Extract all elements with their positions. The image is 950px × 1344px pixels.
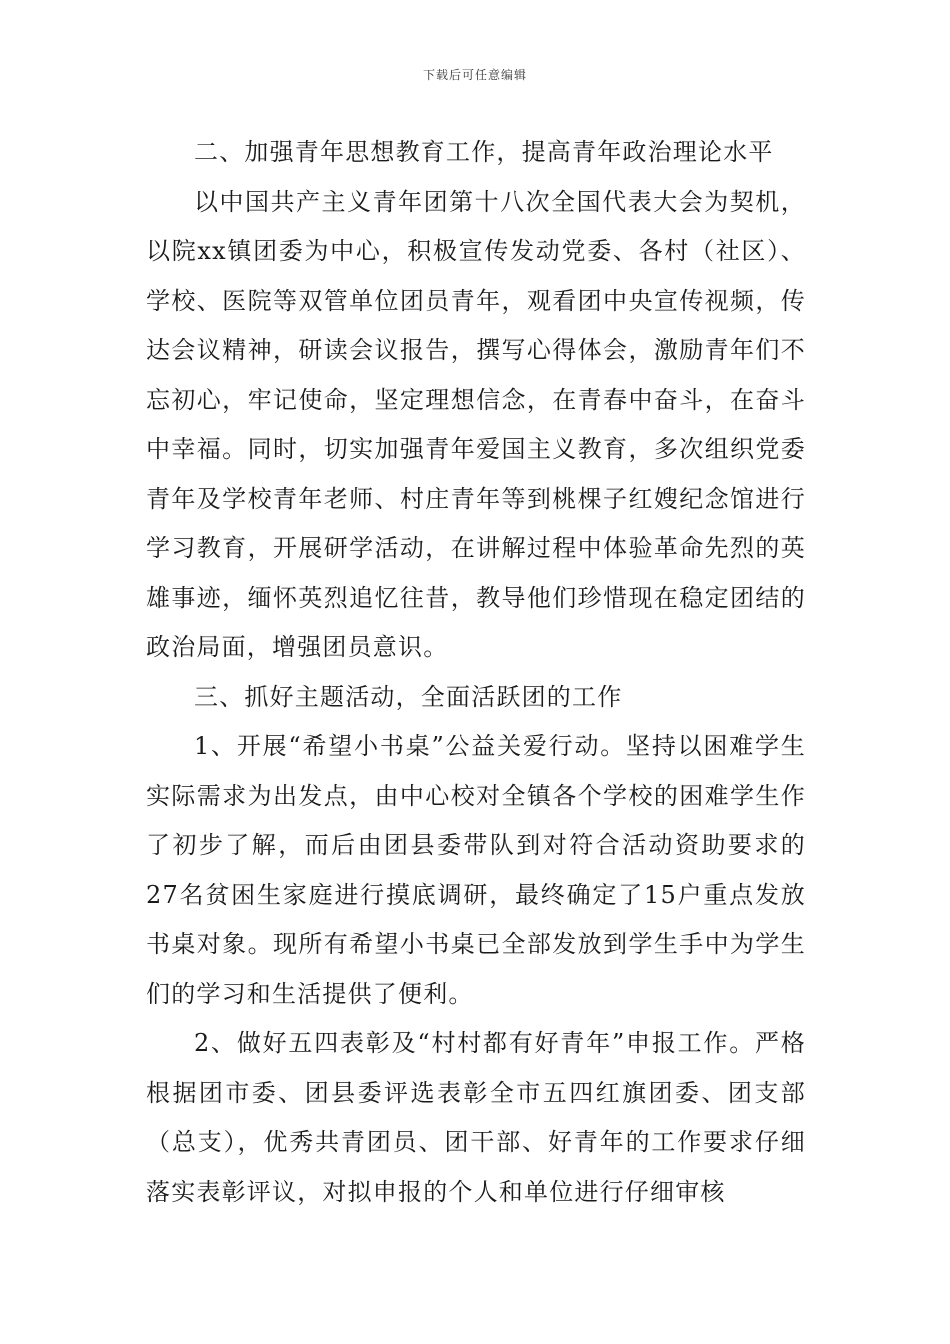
section-heading-2: 二、加强青年思想教育工作，提高青年政治理论水平 xyxy=(194,138,774,166)
page-header: 下载后可任意编辑 xyxy=(422,68,527,82)
paragraph-youth-education: 以中国共产主义青年团第十八次全国代表大会为契机，以院xx镇团委为中心，积极宣传发动党委、各村（社区）、学校、医院等双管单位团员青年，观看团中央宣传视频，传达会议精神，研读会议报告，撰写心得体会，激励青年们不忘初心，牢记使命，坚定理想信念，在青春中奋斗，在奋斗中幸福。同时，切实加强青年爱国主义教育，多次组织党委青年及学校青年老师、村庄青年等到桃棵子红嫂纪念馆进行学习教育，开展研学活动，在讲解过程中体验革命先烈的英雄事迹，缅怀英烈追忆往昔，教导他们珍惜现在稳定团结的政治局面，增强团员意识。 xyxy=(146,187,806,661)
section-heading-3: 三、抓好主题活动，全面活跃团的工作 xyxy=(194,682,623,711)
paragraph-hope-desk: 1、开展“希望小书桌”公益关爱行动。坚持以困难学生实际需求为出发点，由中心校对全镇各个学校的困难学生作了初步了解，而后由团县委带队到对符合活动资助要求的27名贫困生家庭进行摸底调研，最终确定了15户重点发放书桌对象。现所有希望小书桌已全部发放到学生手中为学生们的学习和生活提供了便利。 xyxy=(146,732,806,1008)
paragraph-may-fourth: 2、做好五四表彰及“村村都有好青年”申报工作。严格根据团市委、团县委评选表彰全市五四红旗团委、团支部（总支），优秀共青团员、团干部、好青年的工作要求仔细落实表彰评议，对拟申报的个人和单位进行仔细审核 xyxy=(146,1029,806,1206)
document-body xyxy=(146,128,806,1217)
